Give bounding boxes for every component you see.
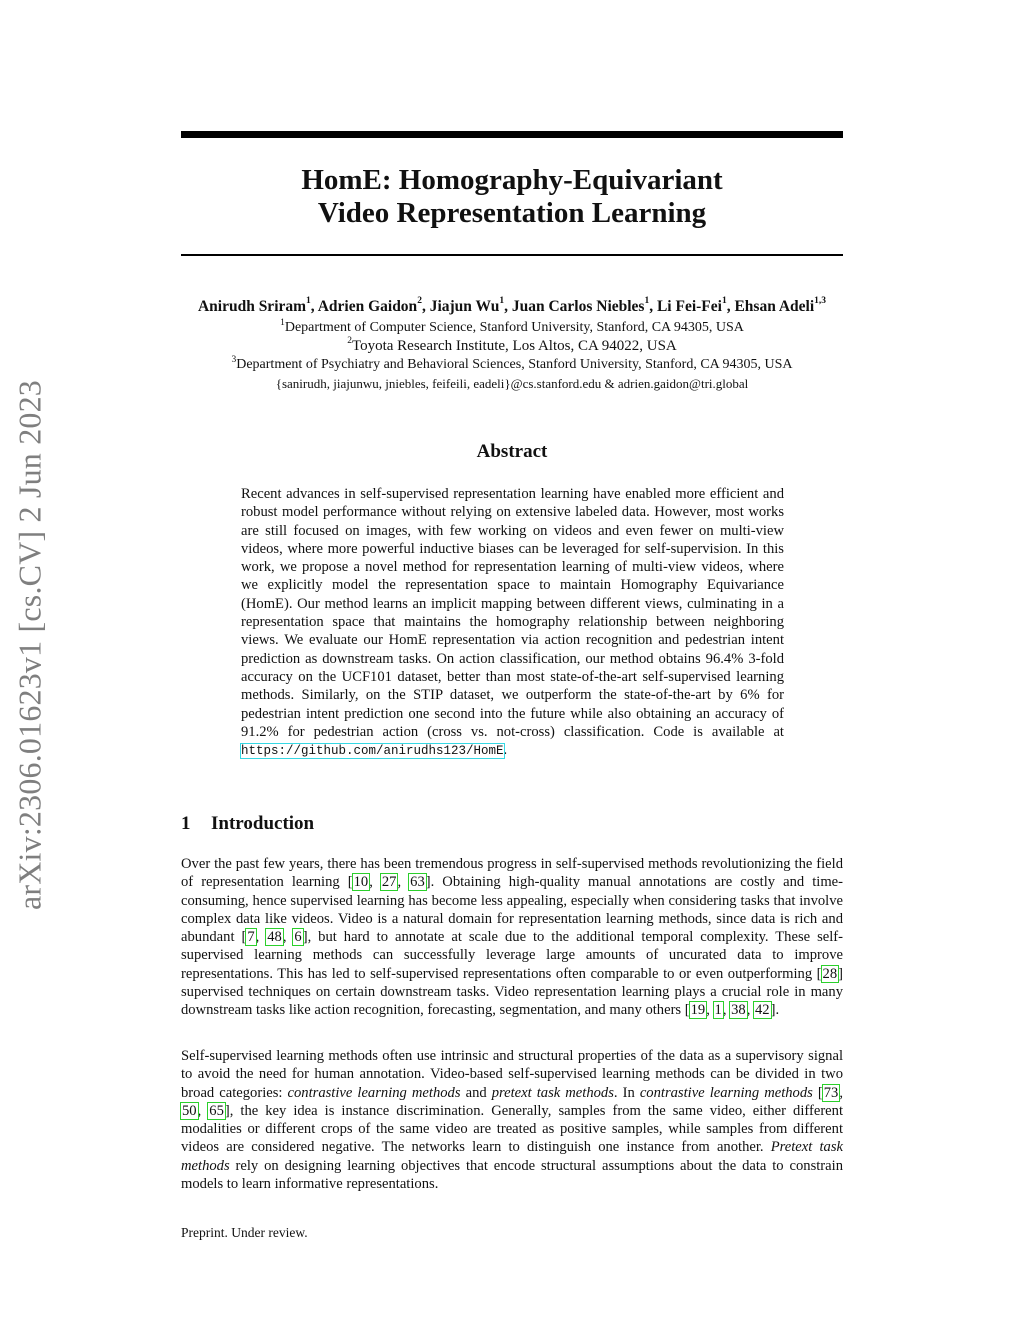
citation-link[interactable]: 7 bbox=[247, 929, 255, 946]
affiliation-2 bbox=[160, 338, 864, 355]
citation-link[interactable]: 38 bbox=[731, 1002, 746, 1019]
author-name: Adrien Gaidon bbox=[317, 298, 418, 315]
abstract-body bbox=[241, 485, 784, 760]
paragraph-text: rely on designing learning objectives that encode structural assumptions about the data to constrain models to learn informative representations. bbox=[181, 1157, 843, 1193]
citation-link[interactable]: 48 bbox=[267, 929, 282, 946]
paragraph-text: , bbox=[255, 929, 267, 946]
author-affiliation-mark: 1 bbox=[721, 296, 727, 306]
paragraph-text: , bbox=[706, 1002, 714, 1019]
title-top-rule bbox=[181, 131, 843, 138]
intro-paragraph-1 bbox=[181, 855, 843, 1020]
citation-link[interactable]: 10 bbox=[353, 874, 369, 891]
paragraph-text: , bbox=[746, 1002, 754, 1019]
citation-link[interactable]: 73 bbox=[823, 1084, 839, 1101]
citation-link[interactable]: 19 bbox=[690, 1002, 706, 1019]
affiliation-2-text: Toyota Research Institute, Los Altos, CA 94022, USA bbox=[351, 338, 677, 354]
author-separator: , bbox=[310, 298, 318, 315]
page-footer: Preprint. Under review. bbox=[181, 1225, 308, 1240]
paper-title bbox=[181, 164, 843, 230]
paragraph-text: ]. Obtaining high-quality manual annotations are costly and time-consuming, hence supervised learning has become less appealing, especially when considering tasks that involve complex data like videos. Video is a natural domain for representation learning methods, since data is rich and abundant [ bbox=[181, 874, 844, 946]
section-number: 1 bbox=[181, 813, 191, 834]
paragraph-text: Over the past few years, there has been tremendous progress in self-supervised methods revolutionizing the field of representation learning [ bbox=[181, 856, 843, 891]
affiliation-1-text: Department of Computer Science, Stanford University, Stanford, CA 94305, USA bbox=[284, 320, 744, 335]
paragraph-text: , bbox=[282, 929, 294, 946]
paragraph-text: , bbox=[369, 874, 381, 891]
citation-link[interactable]: 28 bbox=[822, 965, 838, 982]
emphasis-text: contrastive learning methods bbox=[639, 1084, 813, 1101]
section-title: Introduction bbox=[211, 813, 315, 834]
affiliation-3 bbox=[160, 357, 864, 373]
author-affiliation-mark: 2 bbox=[417, 296, 422, 306]
title-bottom-rule bbox=[181, 254, 843, 256]
paragraph-text: and bbox=[460, 1084, 492, 1101]
affiliation-2-mark: 2 bbox=[347, 336, 352, 346]
affiliation-3-text: Department of Psychiatry and Behavioral Sciences, Stanford University, Stanford, CA 94305, USA bbox=[236, 357, 793, 372]
code-link[interactable]: https://github.com/anirudhs123/HomE bbox=[241, 744, 504, 759]
author-emails: {sanirudh, jiajunwu, jniebles, feifeili, eadeli}@cs.stanford.edu & adrien.gaidon@tri.global bbox=[275, 376, 749, 391]
citation-link[interactable]: 63 bbox=[410, 874, 425, 891]
paragraph-text: ], but hard to annotate at scale due to the additional temporal complexity. These self-supervised learning methods can successfully leverage large amounts of uncurated data to improve representations. This has led to self-supervised representations often comparable to or even outperforming [ bbox=[181, 929, 844, 982]
intro-paragraph-2 bbox=[181, 1047, 843, 1193]
author-name: Juan Carlos Niebles bbox=[511, 298, 645, 315]
citation-link[interactable]: 65 bbox=[209, 1102, 224, 1119]
author-name: Li Fei-Fei bbox=[656, 298, 722, 315]
author-affiliation-mark: 1 bbox=[306, 296, 311, 306]
citation-link[interactable]: 50 bbox=[182, 1102, 197, 1119]
paragraph-text: ]. bbox=[770, 1002, 780, 1019]
paragraph-text: ], the key idea is instance discrimination. Generally, samples from the same video, either different modalities or different crops of the same video are treated as positive samples, while samples from different videos are considered negative. The networks learn to distinguish one instance from another. bbox=[181, 1102, 844, 1156]
emphasis-text: pretext task methods bbox=[491, 1084, 614, 1101]
paragraph-text: Self-supervised learning methods often use intrinsic and structural properties of the data as a supervisory signal to avoid the need for human annotation. Video-based self-supervised learning methods can be divided in two broad categories: bbox=[181, 1048, 843, 1101]
citation-link[interactable]: 6 bbox=[294, 929, 302, 946]
paragraph-text: , bbox=[839, 1084, 843, 1101]
arxiv-stamp-text: arXiv:2306.01623v1 [cs.CV] 2 Jun 2023 bbox=[11, 379, 48, 911]
author-separator: , bbox=[504, 298, 512, 315]
paragraph-text: . In bbox=[613, 1084, 640, 1101]
author-name: Ehsan Adeli bbox=[734, 298, 815, 315]
paragraph-text: ] supervised techniques on certain downstream tasks. Video representation learning plays a crucial role in many downstream tasks like action recognition, forecasting, segmentation, and many others [ bbox=[181, 965, 843, 1019]
citation-link[interactable]: 27 bbox=[381, 874, 397, 891]
author-separator: , bbox=[421, 298, 430, 315]
citation-link[interactable]: 42 bbox=[755, 1002, 770, 1019]
author-affiliation-mark: 1,3 bbox=[814, 296, 827, 306]
abstract-heading: Abstract bbox=[476, 441, 548, 462]
title-line-2: Video Representation Learning bbox=[317, 197, 707, 229]
paragraph-text: , bbox=[197, 1102, 209, 1119]
author-separator: , bbox=[649, 298, 657, 315]
paragraph-text: [ bbox=[812, 1084, 823, 1101]
title-line-1: HomE: Homography-Equivariant bbox=[301, 164, 723, 196]
paragraph-text: , bbox=[722, 1002, 731, 1019]
author-name: Jiajun Wu bbox=[429, 298, 500, 315]
author-affiliation-mark: 1 bbox=[644, 296, 650, 306]
abstract-text: Recent advances in self-supervised representation learning have enabled more efficient and robust model performance without relying on extensive labeled data. However, most works are still focused on images, with few working on videos and even fewer on multi-view videos, where more powerful inductive biases can be leveraged for self-supervision. In this work, we propose a novel method for representation learning of multi-view videos, where we explicitly model the representation space to maintain Homography Equivariance (HomE). Our method learns an implicit mapping between different views, culminating in a representation space that maintains the homography relationship between neighboring views. We evaluate our HomE representation via action recognition and pedestrian intent prediction as downstream tasks. On action classification, our method obtains 96.4% 3-fold accuracy on the UCF101 dataset, better than most state-of-the-art self-supervised learning methods. Similarly, on the STIP dataset, we outperform the state-of-the-art by 6% for pedestrian intent prediction one second into the future while also obtaining an accuracy of 91.2% for pedestrian action (cross vs. not-cross) classification. Code is available at bbox=[241, 486, 784, 740]
author-affiliation-mark: 1 bbox=[499, 296, 505, 306]
abstract-end: . bbox=[503, 742, 508, 759]
author-separator: , bbox=[726, 298, 735, 315]
emphasis-text: contrastive learning methods bbox=[287, 1084, 461, 1101]
author-name: Anirudh Sriram bbox=[197, 298, 307, 315]
paragraph-text: , bbox=[397, 874, 410, 891]
affiliation-3-mark: 3 bbox=[231, 355, 237, 365]
author-list bbox=[150, 298, 874, 316]
affiliation-1-mark: 1 bbox=[280, 318, 285, 328]
section-heading-introduction bbox=[181, 813, 314, 835]
affiliation-1 bbox=[160, 320, 864, 336]
emphasis-text: Pretext task methods bbox=[181, 1139, 843, 1174]
citation-link[interactable]: 1 bbox=[714, 1002, 722, 1019]
